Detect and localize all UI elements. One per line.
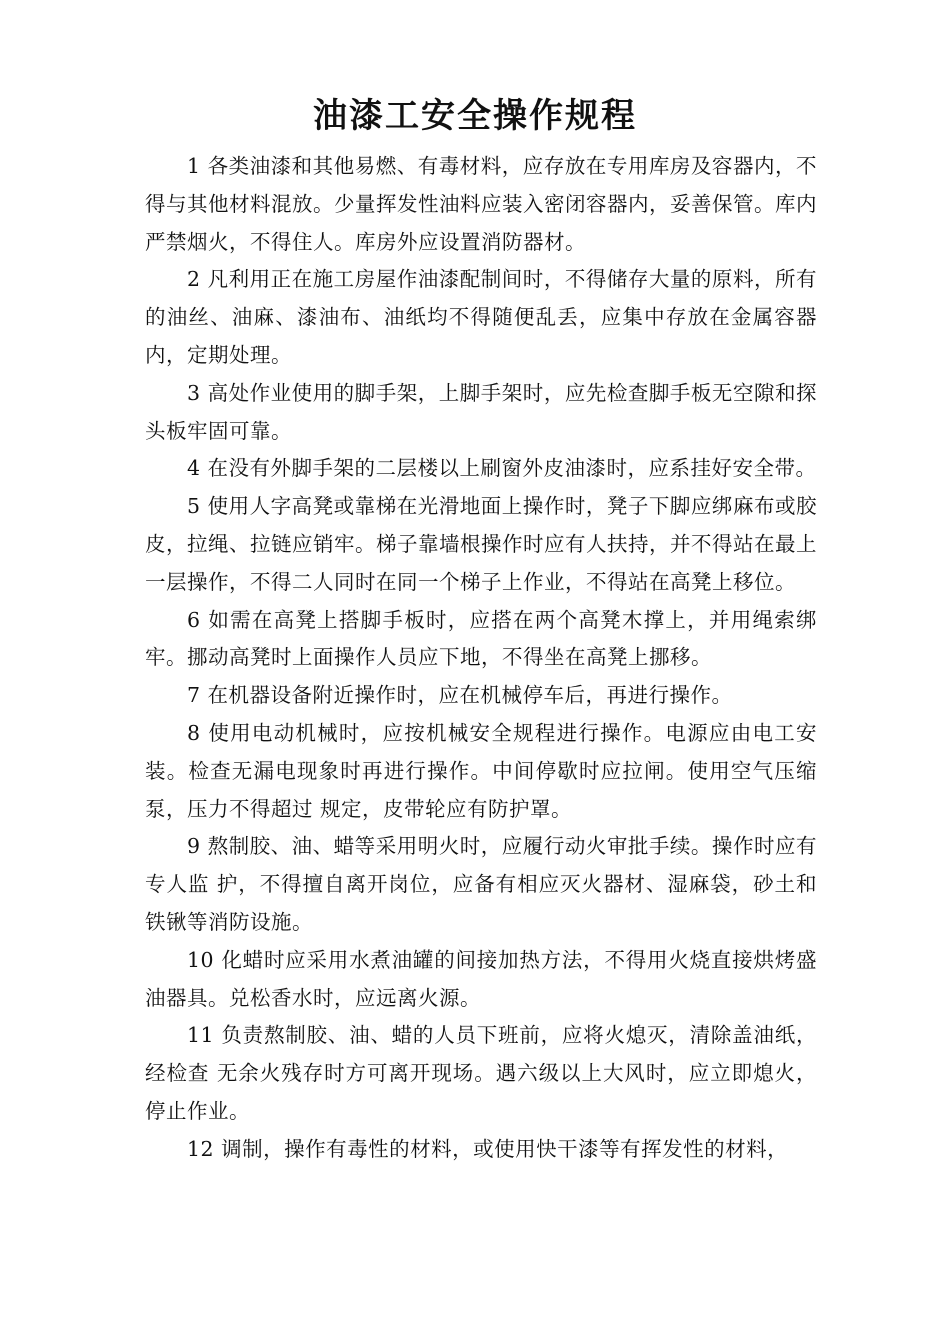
page-title: 油漆工安全操作规程: [313, 96, 637, 136]
paragraph-9: 9 熬制胶、油、蜡等采用明火时，应履行动火审批手续。操作时应有专人监 护，不得擅自离开岗位，应备有相应灭火器材、湿麻袋，砂土和铁锹等消防设施。: [145, 834, 817, 934]
paragraph-6: 6 如需在高凳上搭脚手板时，应搭在两个高凳木撑上，并用绳索绑牢。挪动高凳时上面操作人员应下地，不得坐在高凳上挪移。: [145, 607, 817, 670]
paragraph-4: 4 在没有外脚手架的二层楼以上刷窗外皮油漆时，应系挂好安全带。: [187, 456, 817, 481]
paragraph-10: 10 化蜡时应采用水煮油罐的间接加热方法，不得用火烧直接烘烤盛油器具。兑松香水时，应远离火源。: [145, 947, 817, 1010]
paragraph-1: 1 各类油漆和其他易燃、有毒材料，应存放在专用库房及容器内，不得与其他材料混放。少量挥发性油料应装入密闭容器内，妥善保管。库内严禁烟火，不得住人。库房外应设置消防器材。: [145, 154, 817, 254]
paragraph-12: 12 调制，操作有毒性的材料，或使用快干漆等有挥发性的材料，: [187, 1136, 789, 1161]
paragraph-3: 3 高处作业使用的脚手架，上脚手架时，应先检查脚手板无空隙和探头板牢固可靠。: [145, 380, 817, 443]
document-body: [145, 148, 817, 1169]
paragraph-7: 7 在机器设备附近操作时，应在机械停车后，再进行操作。: [187, 683, 733, 708]
paragraph-8: 8 使用电动机械时，应按机械安全规程进行操作。电源应由电工安装。检查无漏电现象时再进行操作。中间停歇时应拉闸。使用空气压缩泵，压力不得超过 规定，皮带轮应有防护罩。: [145, 720, 817, 821]
paragraph-5: 5 使用人字高凳或靠梯在光滑地面上操作时，凳子下脚应绑麻布或胶皮，拉绳、拉链应销牢。梯子靠墙根操作时应有人扶持，并不得站在最上一层操作，不得二人同时在同一个梯子上作业，不得站在高凳上移位。: [145, 494, 817, 594]
paragraph-2: 2 凡利用正在施工房屋作油漆配制间时，不得储存大量的原料，所有的油丝、油麻、漆油布、油纸均不得随便乱丢，应集中存放在金属容器内，定期处理。: [145, 267, 817, 367]
paragraph-11: 11 负责熬制胶、油、蜡的人员下班前，应将火熄灭，清除盖油纸，经检查 无余火残存时方可离开现场。遇六级以上大风时，应立即熄火，停止作业。: [145, 1023, 817, 1123]
